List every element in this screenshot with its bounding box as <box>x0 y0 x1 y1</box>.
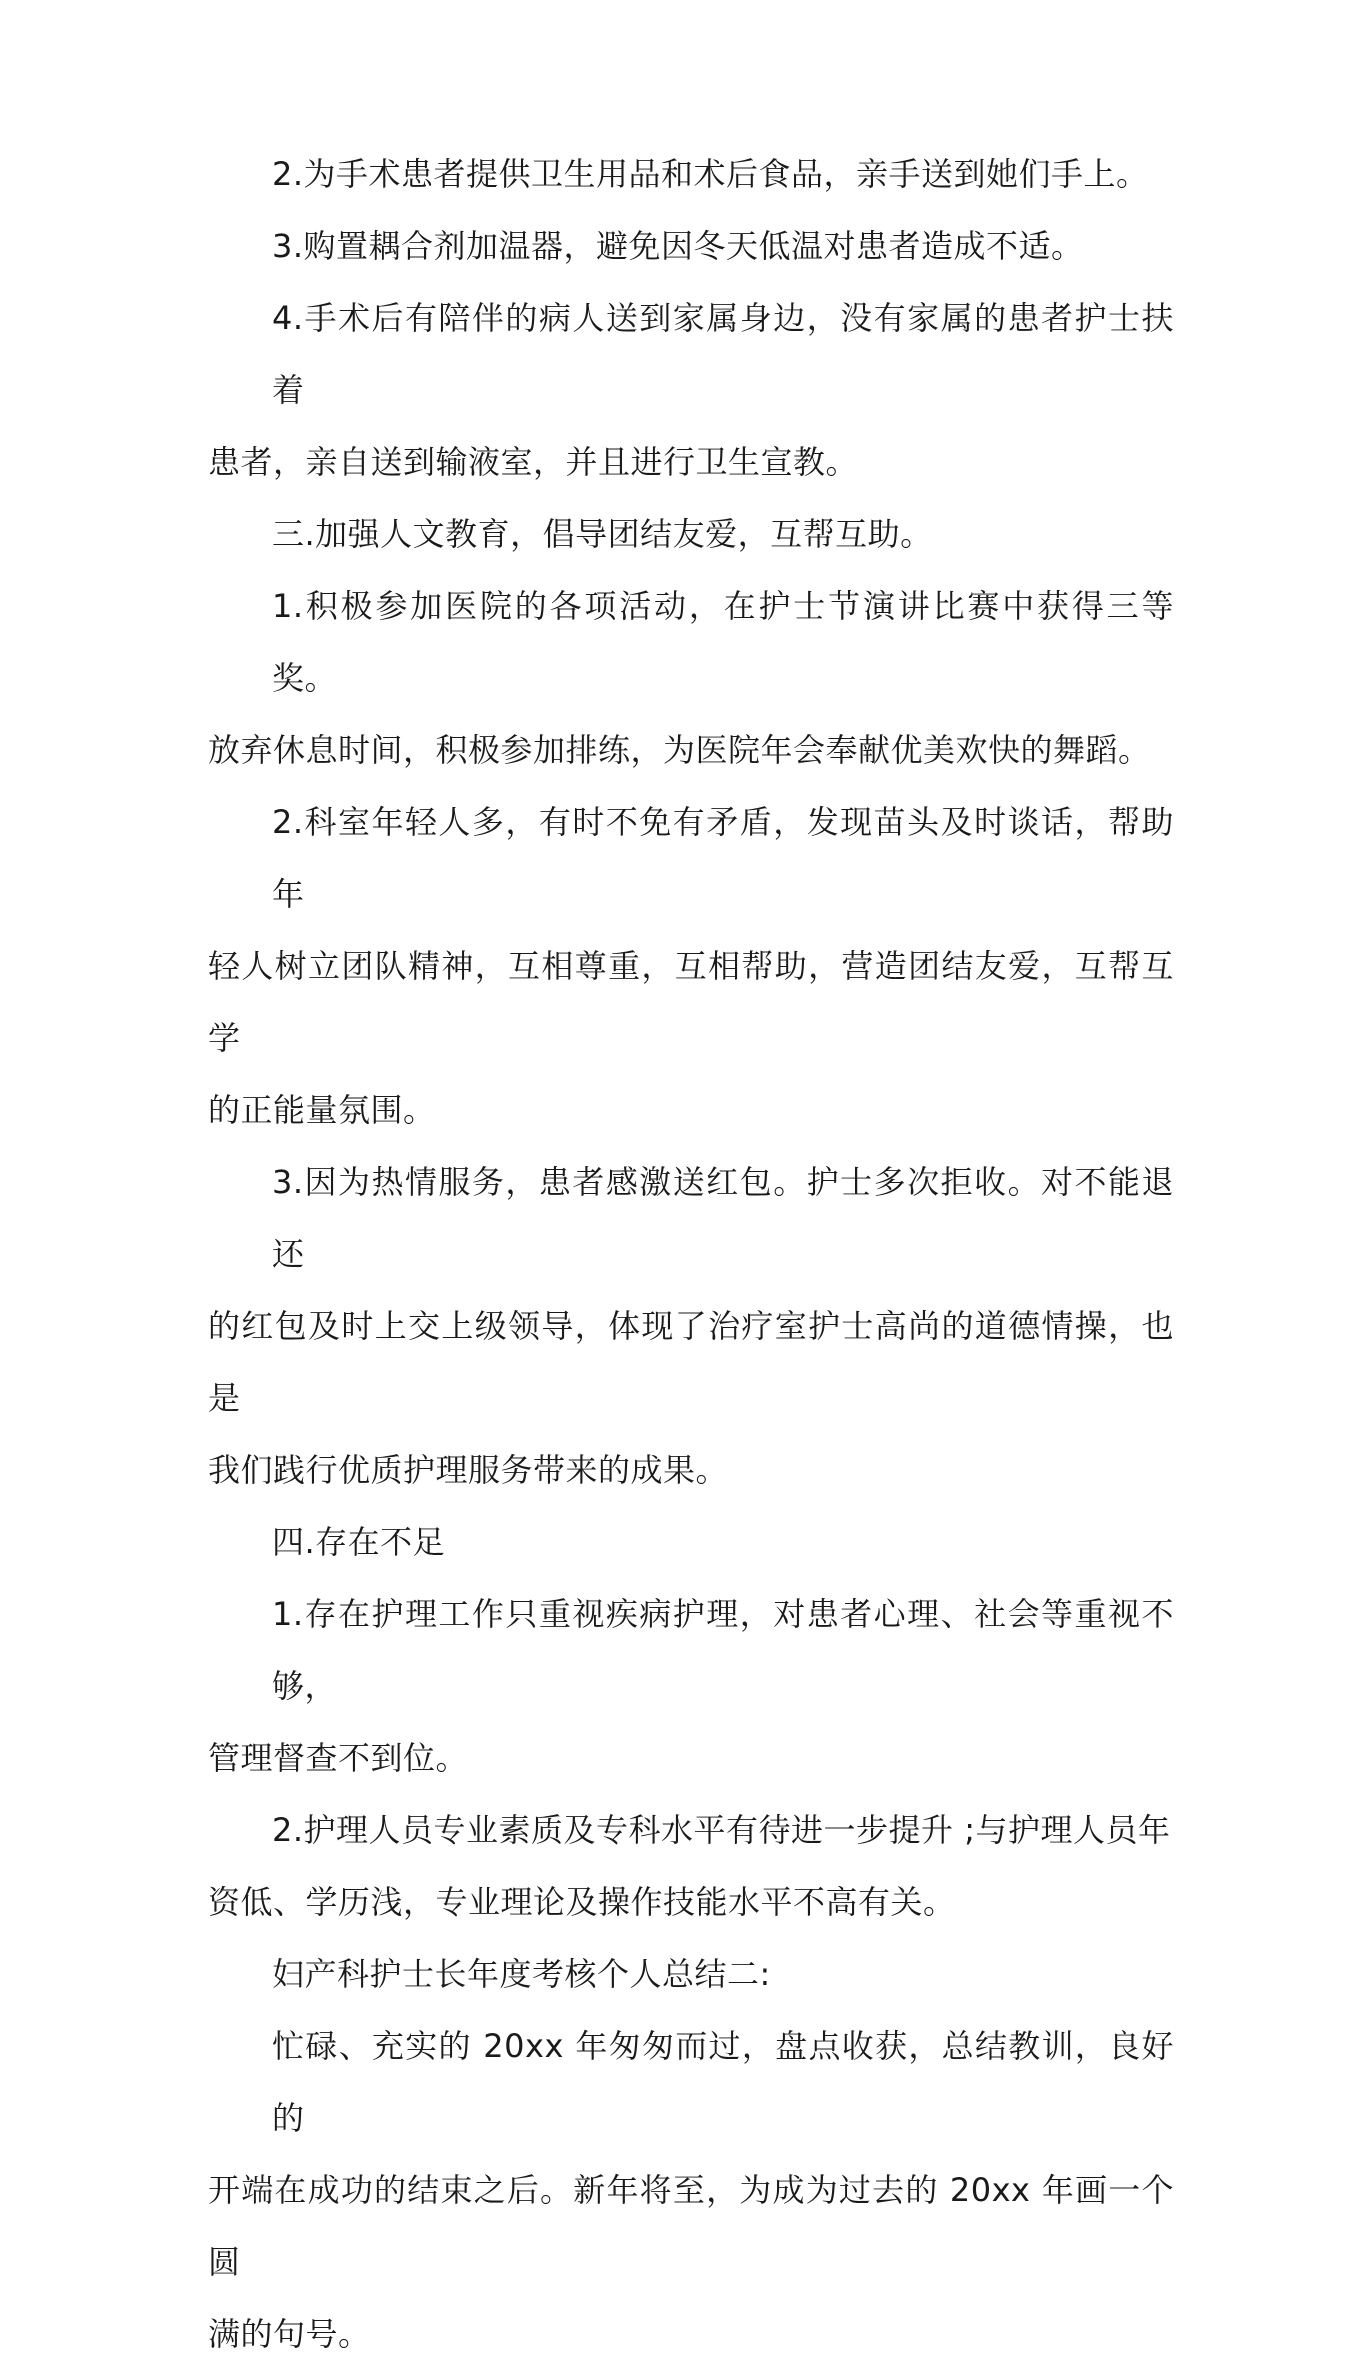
text-line: 轻人树立团队精神，互相尊重，互相帮助，营造团结友爱，互帮互学 <box>208 947 1174 1057</box>
text-line: 忙碌、充实的 20xx 年匆匆而过，盘点收获，总结教训，良好的 <box>272 2027 1174 2137</box>
text-line: 3.购置耦合剂加温器，避免因冬天低温对患者造成不适。 <box>272 227 1084 265</box>
paragraph-item-3-warmer <box>208 210 1174 282</box>
text-line: 的红包及时上交上级领导，体现了治疗室护士高尚的道德情操，也是 <box>208 1307 1174 1417</box>
text-line: 资低、学历浅，专业理论及操作技能水平不高有关。 <box>208 1883 956 1921</box>
paragraph-item-2-team <box>208 786 1174 1146</box>
paragraph-summary-intro <box>208 2010 1174 2370</box>
text-line: 1.存在护理工作只重视疾病护理，对患者心理、社会等重视不够， <box>272 1595 1174 1705</box>
paragraph-deficiency-2 <box>208 1794 1174 1938</box>
text-line: 满的句号。 <box>208 2315 371 2353</box>
summary-two-heading <box>208 1938 1174 2010</box>
text-line: 妇产科护士长年度考核个人总结二: <box>272 1955 771 1993</box>
paragraph-item-1-activities <box>208 570 1174 786</box>
document-body <box>208 138 1174 2370</box>
text-line: 1.积极参加医院的各项活动，在护士节演讲比赛中获得三等奖。 <box>272 587 1174 697</box>
paragraph-deficiency-1 <box>208 1578 1174 1794</box>
section-heading-three <box>208 498 1174 570</box>
text-line: 的正能量氛围。 <box>208 1091 436 1129</box>
text-line: 四.存在不足 <box>272 1523 446 1561</box>
text-line: 2.为手术患者提供卫生用品和术后食品，亲手送到她们手上。 <box>272 155 1149 193</box>
text-line: 我们践行优质护理服务带来的成果。 <box>208 1451 729 1489</box>
text-line: 4.手术后有陪伴的病人送到家属身边，没有家属的患者护士扶着 <box>272 299 1174 409</box>
text-line: 开端在成功的结束之后。新年将至，为成为过去的 20xx 年画一个圆 <box>208 2171 1174 2281</box>
text-line: 2.科室年轻人多，有时不免有矛盾，发现苗头及时谈话，帮助年 <box>272 803 1174 913</box>
text-line: 管理督查不到位。 <box>208 1739 469 1777</box>
text-line: 放弃休息时间，积极参加排练，为医院年会奉献优美欢快的舞蹈。 <box>208 731 1151 769</box>
text-line: 三.加强人文教育，倡导团结友爱，互帮互助。 <box>272 515 933 553</box>
section-heading-four <box>208 1506 1174 1578</box>
paragraph-item-3-red-envelope <box>208 1146 1174 1506</box>
paragraph-item-2-supplies <box>208 138 1174 210</box>
text-line: 患者，亲自送到输液室，并且进行卫生宣教。 <box>208 443 859 481</box>
text-line: 2.护理人员专业素质及专科水平有待进一步提升 ;与护理人员年 <box>272 1811 1171 1849</box>
text-line: 3.因为热情服务，患者感激送红包。护士多次拒收。对不能退还 <box>272 1163 1174 1273</box>
paragraph-item-4-escort <box>208 282 1174 498</box>
